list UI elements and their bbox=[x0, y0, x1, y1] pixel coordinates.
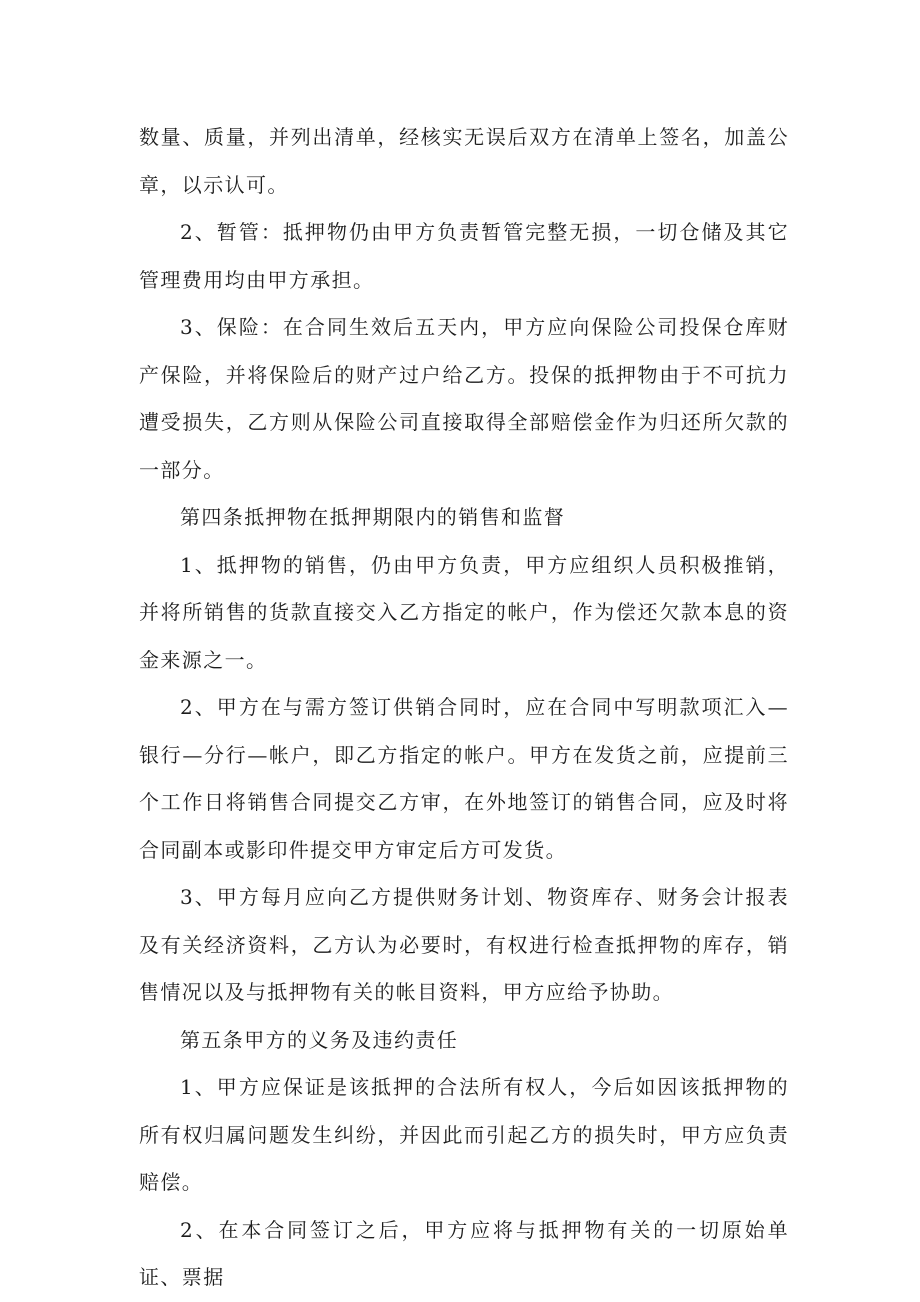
section-heading-article-4: 第四条抵押物在抵押期限内的销售和监督 bbox=[180, 505, 566, 529]
paragraph-article-4-clause-3: 3、甲方每月应向乙方提供财务计划、物资库存、财务会计报表及有关经济资料，乙方认为必要时，有权进行检查抵押物的库存，销售情况以及与抵押物有关的帐目资料，甲方应给予协助。 bbox=[139, 885, 789, 1004]
paragraph-clause-2-custody: 2、暂管：抵押物仍由甲方负责暂管完整无损，一切仓储及其它管理费用均由甲方承担。 bbox=[139, 220, 789, 292]
paragraph-article-5-clause-2: 2、在本合同签订之后，甲方应将与抵押物有关的一切原始单证、票据 bbox=[139, 1217, 789, 1289]
document-body bbox=[139, 114, 789, 1302]
paragraph-clause-3-insurance: 3、保险：在合同生效后五天内，甲方应向保险公司投保仓库财产保险，并将保险后的财产过户给乙方。投保的抵押物由于不可抗力遭受损失，乙方则从保险公司直接取得全部赔偿金作为归还所欠款的一部分。 bbox=[139, 315, 789, 482]
section-heading-article-5: 第五条甲方的义务及违约责任 bbox=[180, 1027, 459, 1052]
paragraph-continuation: 数量、质量，并列出清单，经核实无误后双方在清单上签名，加盖公章，以示认可。 bbox=[139, 125, 789, 197]
paragraph-article-5-clause-1: 1、甲方应保证是该抵押的合法所有权人，今后如因该抵押物的所有权归属问题发生纠纷，并因此而引起乙方的损失时，甲方应负责赔偿。 bbox=[139, 1075, 789, 1194]
paragraph-article-4-clause-2: 2、甲方在与需方签订供销合同时，应在合同中写明款项汇入—银行—分行—帐户，即乙方指定的帐户。甲方在发货之前，应提前三个工作日将销售合同提交乙方审，在外地签订的销售合同，应及时将合同副本或影印件提交甲方审定后方可发货。 bbox=[139, 695, 789, 862]
paragraph-article-4-clause-1: 1、抵押物的销售，仍由甲方负责，甲方应组织人员积极推销，并将所销售的货款直接交入乙方指定的帐户，作为偿还欠款本息的资金来源之一。 bbox=[139, 552, 789, 672]
